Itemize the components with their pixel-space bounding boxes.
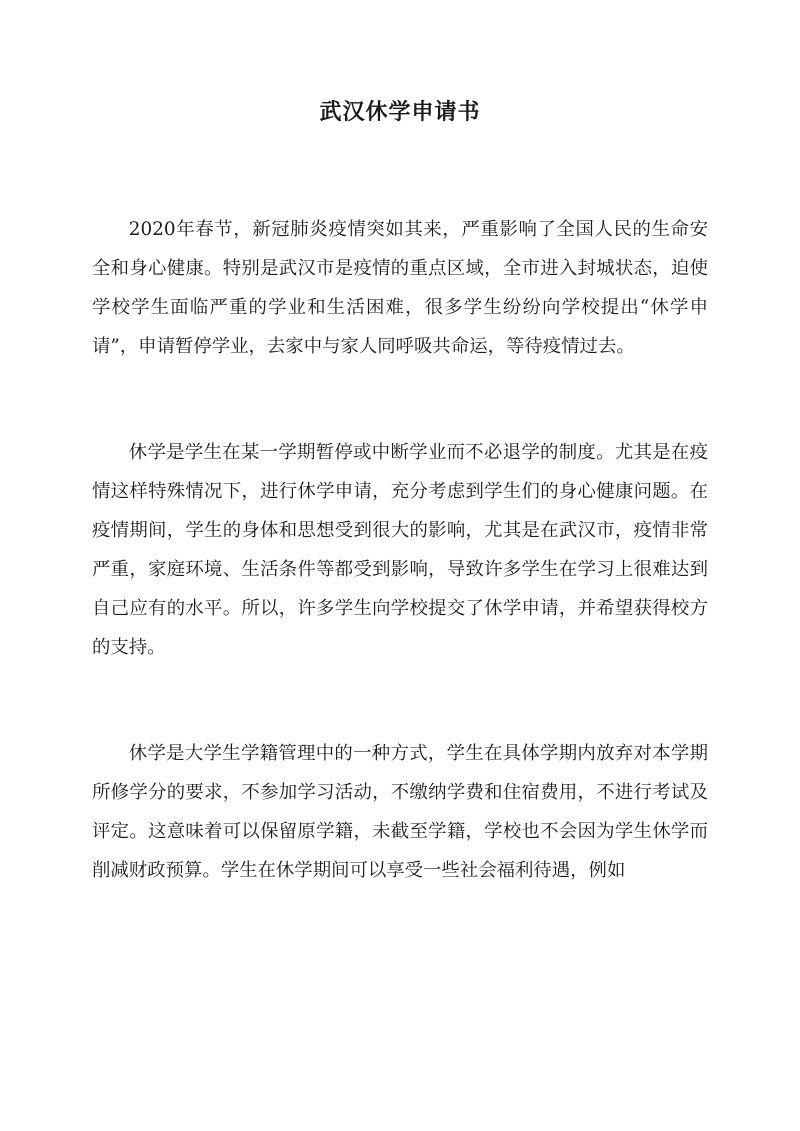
paragraph-1: 2020年春节，新冠肺炎疫情突如其来，严重影响了全国人民的生命安全和身心健康。特别是武汉市是疫情的重点区域，全市进入封城状态，迫使学校学生面临严重的学业和生活困难，很多学生纷纷向学校提出“休学申请”，申请暂停学业，去家中与家人同呼吸共命运，等待疫情过去。 xyxy=(92,219,708,357)
paragraph-3: 休学是大学生学籍管理中的一种方式，学生在具体学期内放弃对本学期所修学分的要求，不参加学习活动，不缴纳学费和住宿费用，不进行考试及评定。这意味着可以保留原学籍，未截至学籍，学校也不会因为学生休学而削减财政预算。学生在休学期间可以享受一些社会福利待遇，例如 xyxy=(92,743,708,881)
document-title: 武汉休学申请书 xyxy=(319,99,481,125)
paragraph-2: 休学是学生在某一学期暂停或中断学业而不必退学的制度。尤其是在疫情这样特殊情况下，进行休学申请，充分考虑到学生们的身心健康问题。在疫情期间，学生的身体和思想受到很大的影响，尤其是在武汉市，疫情非常严重，家庭环境、生活条件等都受到影响，导致许多学生在学习上很难达到自己应有的水平。所以，许多学生向学校提交了休学申请，并希望获得校方的支持。 xyxy=(92,442,708,658)
document-body xyxy=(92,210,708,957)
